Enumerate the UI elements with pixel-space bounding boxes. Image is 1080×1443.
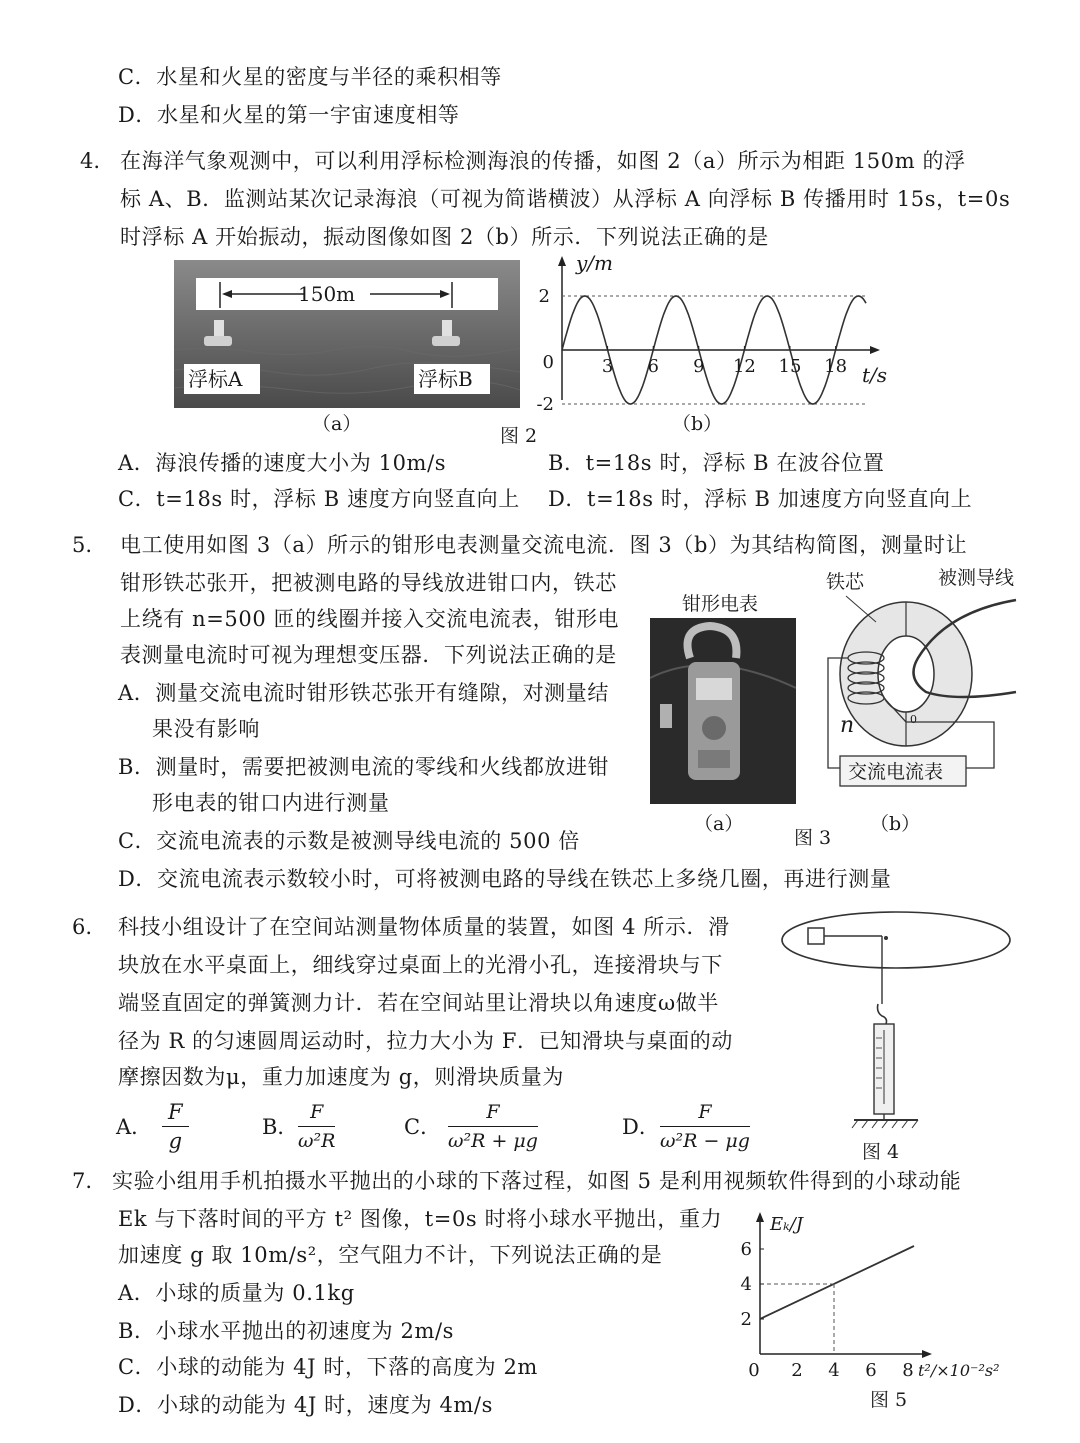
distance-label: 150m — [298, 282, 356, 306]
figure-5-caption: 图 5 — [870, 1389, 908, 1411]
q4-stem-line1: 在海洋气象观测中，可以利用浮标检测海浪的传播，如图 2（a）所示为相距 150m 的浮 — [120, 149, 966, 173]
figure-3b-structure-diagram — [806, 562, 1028, 808]
ek-x-tick-label-0: 0 — [748, 1360, 760, 1381]
q7-option-c: C．小球的动能为 4J 时，下落的高度为 2m — [118, 1355, 538, 1379]
figure-5-ek-t2-graph — [730, 1208, 1030, 1388]
ek-x-tick-label-4: 4 — [828, 1360, 840, 1381]
q6-option-b-numerator: F — [298, 1098, 335, 1127]
x-tick-label-9: 9 — [693, 356, 705, 377]
q6-stem-line2: 块放在水平桌面上，细线穿过桌面上的光滑小孔，连接滑块与下 — [118, 953, 723, 977]
core-label: 铁芯 — [826, 571, 865, 593]
ek-y-axis-arrow — [756, 1212, 764, 1222]
ek-x-tick-label-2: 2 — [791, 1360, 803, 1381]
figure-2a-caption: （a） — [312, 413, 362, 435]
ammeter-label: 交流电流表 — [848, 761, 944, 783]
q6-option-b-label: B． — [262, 1115, 299, 1139]
q7-stem-line2: Ek 与下落时间的平方 t² 图像，t=0s 时将小球水平抛出，重力 — [118, 1207, 723, 1231]
ek-y-axis-label: Eₖ/J — [770, 1214, 803, 1235]
buoy-a-label: 浮标A — [188, 367, 243, 391]
x-tick-label-3: 3 — [601, 356, 614, 377]
y-axis-label: y/m — [576, 251, 614, 275]
q6-option-c-fraction — [448, 1098, 538, 1155]
q5-stem-line3: 上绕有 n=500 匝的线圈并接入交流电流表，钳形电 — [120, 607, 620, 631]
q5-option-a-line1: A．测量交流电流时钳形铁芯张开有缝隙，对测量结 — [118, 681, 609, 705]
figure-4-caption: 图 4 — [862, 1141, 900, 1163]
figure-3a-title: 钳形电表 — [682, 593, 759, 615]
coil-turns-label: n — [840, 713, 855, 738]
q6-option-d-denominator: ω²R − μg — [660, 1130, 750, 1152]
x-axis-label: t/s — [862, 363, 888, 387]
q5-option-d: D．交流电流表示数较小时，可将被测电路的导线在铁芯上多绕几圈，再进行测量 — [118, 867, 892, 891]
ek-x-tick-label-8: 8 — [902, 1360, 914, 1381]
x-tick-label-6: 6 — [647, 356, 659, 377]
q7-stem-line1: 实验小组用手机拍摄水平抛出的小球的下落过程，如图 5 是利用视频软件得到的小球动能 — [112, 1169, 962, 1193]
figure-4-apparatus — [778, 904, 1014, 1130]
q6-option-d-numerator: F — [660, 1098, 750, 1127]
figure-2a-buoys-photo — [174, 260, 520, 408]
x-axis-arrow — [870, 346, 880, 354]
q6-option-a-denominator: g — [168, 1129, 183, 1153]
figure-2b-vibration-graph — [528, 250, 908, 420]
q6-option-c-numerator: F — [448, 1098, 538, 1127]
y-tick-label-0: 0 — [542, 352, 554, 373]
figure-3a-caption: （a） — [694, 813, 744, 835]
figure-3a-clamp-meter-photo — [650, 618, 796, 804]
q5-stem-line4: 表测量电流时可视为理想变压器．下列说法正确的是 — [120, 643, 617, 667]
q6-option-c-label: C． — [404, 1115, 442, 1139]
ek-series-line — [760, 1246, 914, 1319]
ek-x-tick-label-6: 6 — [865, 1360, 877, 1381]
q5-option-c: C．交流电流表的示数是被测导线电流的 500 倍 — [118, 829, 580, 853]
q4-option-b: B．t=18s 时，浮标 B 在波谷位置 — [548, 451, 885, 475]
zero-mark: 0 — [910, 713, 917, 726]
q4-stem-line3: 时浮标 A 开始振动，振动图像如图 2（b）所示．下列说法正确的是 — [120, 225, 769, 249]
q5-option-b-line1: B．测量时，需要把被测电流的零线和火线都放进钳 — [118, 755, 610, 779]
q6-option-a-fraction — [162, 1098, 189, 1155]
q6-option-b-fraction — [298, 1098, 335, 1155]
ek-x-axis-label: t²/×10⁻²s² — [918, 1361, 1000, 1380]
figure-3-caption: 图 3 — [794, 827, 832, 849]
x-tick-label-15: 15 — [778, 356, 802, 377]
q6-option-d-fraction — [660, 1098, 750, 1155]
q5-stem-line2: 钳形铁芯张开，把被测电路的导线放进钳口内，铁芯 — [120, 571, 617, 595]
q6-option-a-numerator: F — [162, 1098, 189, 1127]
q3-option-d: D．水星和火星的第一宇宙速度相等 — [118, 103, 460, 127]
q7-option-a: A．小球的质量为 0.1kg — [118, 1281, 355, 1305]
figure-2b-caption: （b） — [672, 413, 723, 435]
x-tick-label-18: 18 — [824, 356, 848, 377]
ek-x-axis-arrow — [922, 1350, 932, 1358]
q7-option-b: B．小球水平抛出的初速度为 2m/s — [118, 1319, 455, 1343]
q6-number: 6. — [72, 915, 93, 939]
ek-y-tick-label-4: 4 — [740, 1274, 752, 1295]
q4-option-c: C．t=18s 时，浮标 B 速度方向竖直向上 — [118, 487, 520, 511]
y-axis-arrow — [558, 256, 566, 266]
q6-stem-line3: 端竖直固定的弹簧测力计．若在空间站里让滑块以角速度ω做半 — [118, 991, 719, 1015]
q7-stem-line3: 加速度 g 取 10m/s²，空气阻力不计，下列说法正确的是 — [118, 1243, 663, 1267]
q4-option-d: D．t=18s 时，浮标 B 加速度方向竖直向上 — [548, 487, 973, 511]
figure-2-caption: 图 2 — [500, 425, 538, 447]
ek-y-tick-label-6: 6 — [740, 1239, 752, 1260]
buoy-b-label: 浮标B — [418, 367, 473, 391]
q6-option-d-label: D． — [622, 1115, 660, 1139]
q6-option-c-denominator: ω²R + μg — [448, 1130, 538, 1152]
q5-number: 5. — [72, 533, 93, 557]
q4-stem-line2: 标 A、B．监测站某次记录海浪（可视为简谐横波）从浮标 A 向浮标 B 传播用时 15s，t=0s — [120, 187, 1011, 211]
q6-stem-line5: 摩擦因数为μ，重力加速度为 g，则滑块质量为 — [118, 1065, 564, 1089]
q6-option-b-denominator: ω²R — [298, 1130, 336, 1152]
q5-option-b-line2: 形电表的钳口内进行测量 — [152, 791, 390, 815]
x-tick-label-12: 12 — [732, 356, 756, 377]
figure-3b-caption: （b） — [870, 813, 921, 835]
q4-option-a: A．海浪传播的速度大小为 10m/s — [118, 451, 447, 475]
q5-stem-line1: 电工使用如图 3（a）所示的钳形电表测量交流电流．图 3（b）为其结构简图，测量时让 — [120, 533, 968, 557]
y-tick-label-2: 2 — [538, 286, 550, 307]
q3-option-c: C．水星和火星的密度与半径的乘积相等 — [118, 65, 502, 89]
q4-number: 4. — [80, 149, 101, 173]
ek-y-tick-label-2: 2 — [740, 1309, 752, 1330]
q6-option-a-label: A． — [116, 1115, 153, 1139]
q7-option-d: D．小球的动能为 4J 时，速度为 4m/s — [118, 1393, 493, 1417]
q5-option-a-line2: 果没有影响 — [152, 717, 260, 741]
q6-stem-line4: 径为 R 的匀速圆周运动时，拉力大小为 F．已知滑块与桌面的动 — [118, 1029, 734, 1053]
q6-stem-line1: 科技小组设计了在空间站测量物体质量的装置，如图 4 所示．滑 — [118, 915, 730, 939]
y-tick-label-neg2: -2 — [536, 394, 554, 415]
q7-number: 7. — [72, 1169, 93, 1193]
wire-label: 被测导线 — [938, 567, 1015, 589]
